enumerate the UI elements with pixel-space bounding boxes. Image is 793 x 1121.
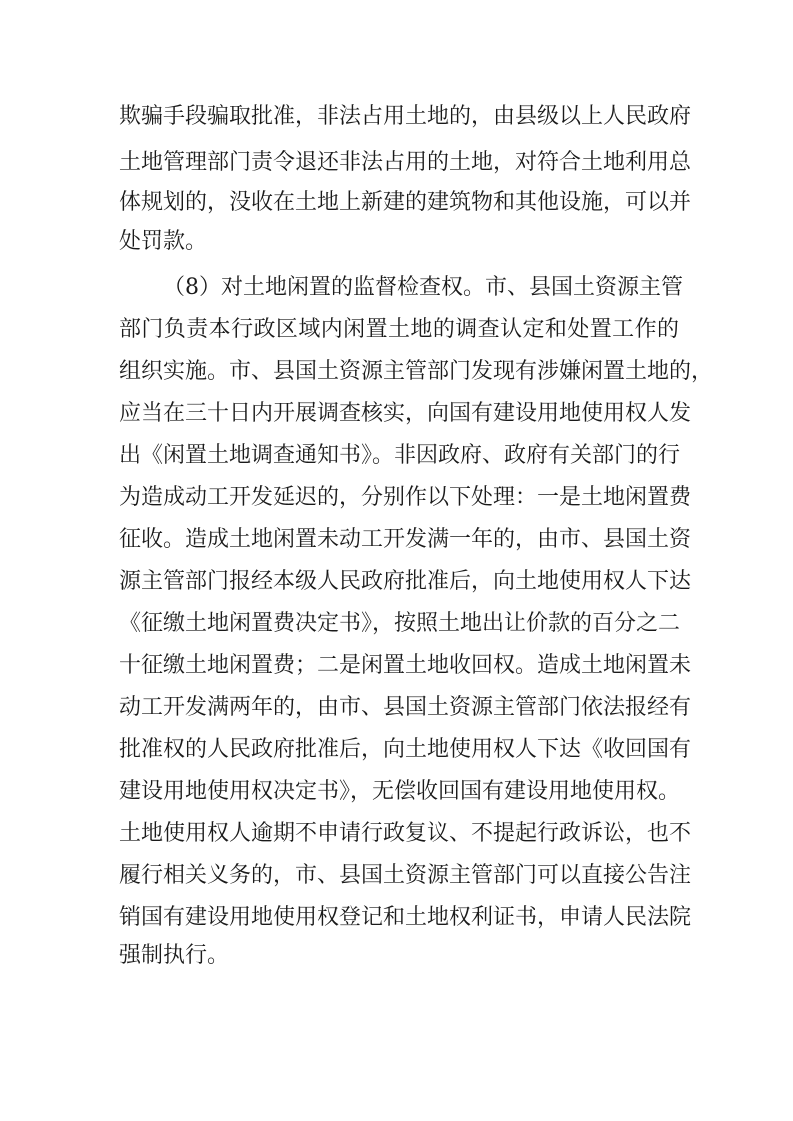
paragraph-2-line-3: 组织实施。市、县国土资源主管部门发现有涉嫌闲置土地的， [119, 359, 714, 384]
paragraph-2-line-9: 《征缴土地闲置费决定书》，按照土地出让价款的百分之二 [119, 611, 681, 636]
paragraph-2-line-6: 为造成动工开发延迟的，分别作以下处理：一是土地闲置费 [119, 485, 692, 510]
paragraph-2-line-2: 部门负责本行政区域内闲置土地的调查认定和处置工作的 [119, 317, 679, 342]
paragraph-1-line-2: 土地管理部门责令退还非法占用的土地，对符合土地利用总 [119, 150, 692, 175]
paragraph-2-line-8: 源主管部门报经本级人民政府批准后，向土地使用权人下达 [119, 569, 692, 594]
paragraph-2-line-15: 履行相关义务的，市、县国土资源主管部门可以直接公告注 [119, 863, 692, 888]
paragraph-2-line-16: 销国有建设用地使用权登记和土地权利证书，申请人民法院 [119, 905, 692, 930]
paragraph-1-line-1: 欺骗手段骗取批准，非法占用土地的，由县级以上人民政府 [119, 104, 692, 129]
paragraph-1-line-4: 处罚款。 [119, 229, 208, 254]
paragraph-2-line-10: 十征缴土地闲置费；二是闲置土地收回权。造成土地闲置未 [119, 653, 692, 678]
paragraph-2-line-13: 建设用地使用权决定书》，无偿收回国有建设用地使用权。 [119, 779, 681, 804]
paragraph-1-line-3: 体规划的，没收在土地上新建的建筑物和其他设施，可以并 [119, 190, 692, 215]
paragraph-2-line-11: 动工开发满两年的，由市、县国土资源主管部门依法报经有 [119, 695, 692, 720]
paragraph-2-line-14: 土地使用权人逾期不申请行政复议、不提起行政诉讼，也不 [119, 821, 692, 846]
paragraph-2-line-7: 征收。造成土地闲置未动工开发满一年的，由市、县国土资 [119, 527, 692, 552]
paragraph-2-line-12: 批准权的人民政府批准后，向土地使用权人下达《收回国有 [119, 737, 692, 762]
paragraph-2-line-17: 强制执行。 [119, 943, 230, 968]
paragraph-2-line-4: 应当在三十日内开展调查核实，向国有建设用地使用权人发 [119, 401, 692, 426]
paragraph-2-line-1: （8）对土地闲置的监督检查权。市、县国土资源主管 [163, 275, 683, 300]
paragraph-2-line-5: 出《闲置土地调查通知书》。非因政府、政府有关部门的行 [119, 443, 681, 468]
